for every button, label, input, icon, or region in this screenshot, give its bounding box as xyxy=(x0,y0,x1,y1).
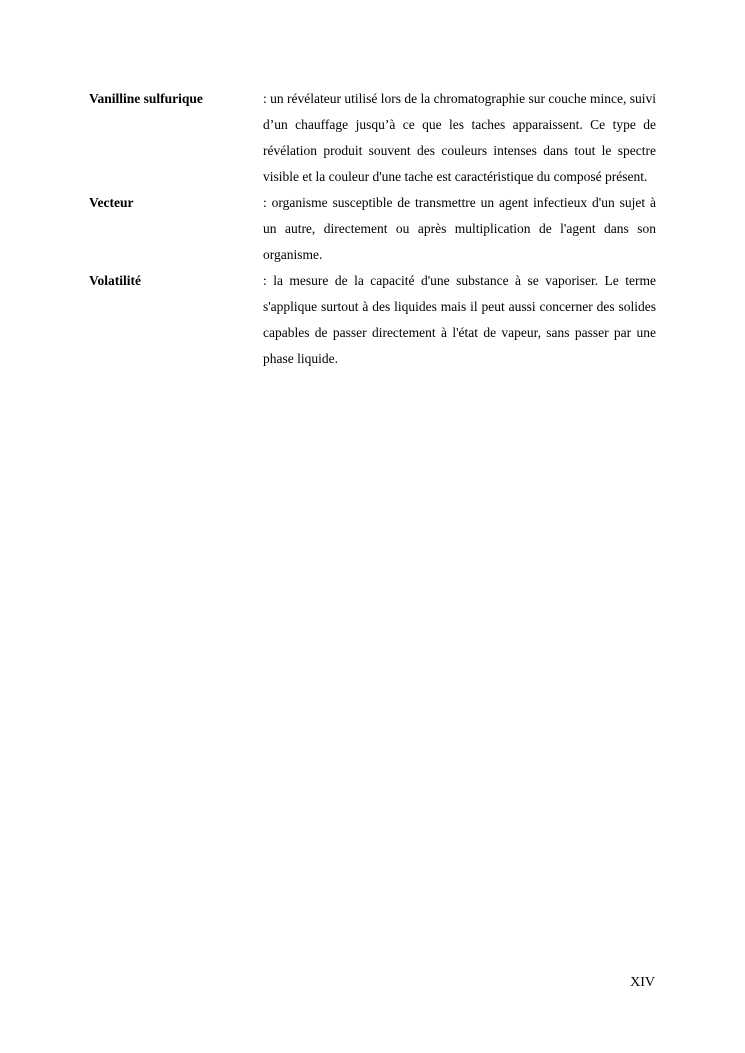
glossary-list xyxy=(89,86,656,372)
glossary-term: Vecteur xyxy=(89,195,134,210)
glossary-term: Vanilline sulfurique xyxy=(89,91,203,106)
page-number: XIV xyxy=(630,975,655,990)
glossary-term: Volatilité xyxy=(89,273,141,288)
glossary-definition: : la mesure de la capacité d'une substance à se vaporiser. Le terme s'applique surtout à des liquides mais il peut aussi concerner des solides capables de passer directement à l'état de vapeur, sans passer par une phase liquide. xyxy=(263,273,656,366)
glossary-definition: : organisme susceptible de transmettre un agent infectieux d'un sujet à un autre, directement ou après multiplication de l'agent dans son organisme. xyxy=(263,195,656,262)
glossary-entry-vanilline-sulfurique xyxy=(89,86,656,190)
glossary-entry-volatilite xyxy=(89,268,656,372)
glossary-entry-vecteur xyxy=(89,190,656,268)
glossary-definition: : un révélateur utilisé lors de la chromatographie sur couche mince, suivi d’un chauffage jusqu’à ce que les taches apparaissent. Ce type de révélation produit souvent des couleurs intenses dans tout le spectre visible et la couleur d'une tache est caractéristique du composé présent. xyxy=(263,91,656,184)
